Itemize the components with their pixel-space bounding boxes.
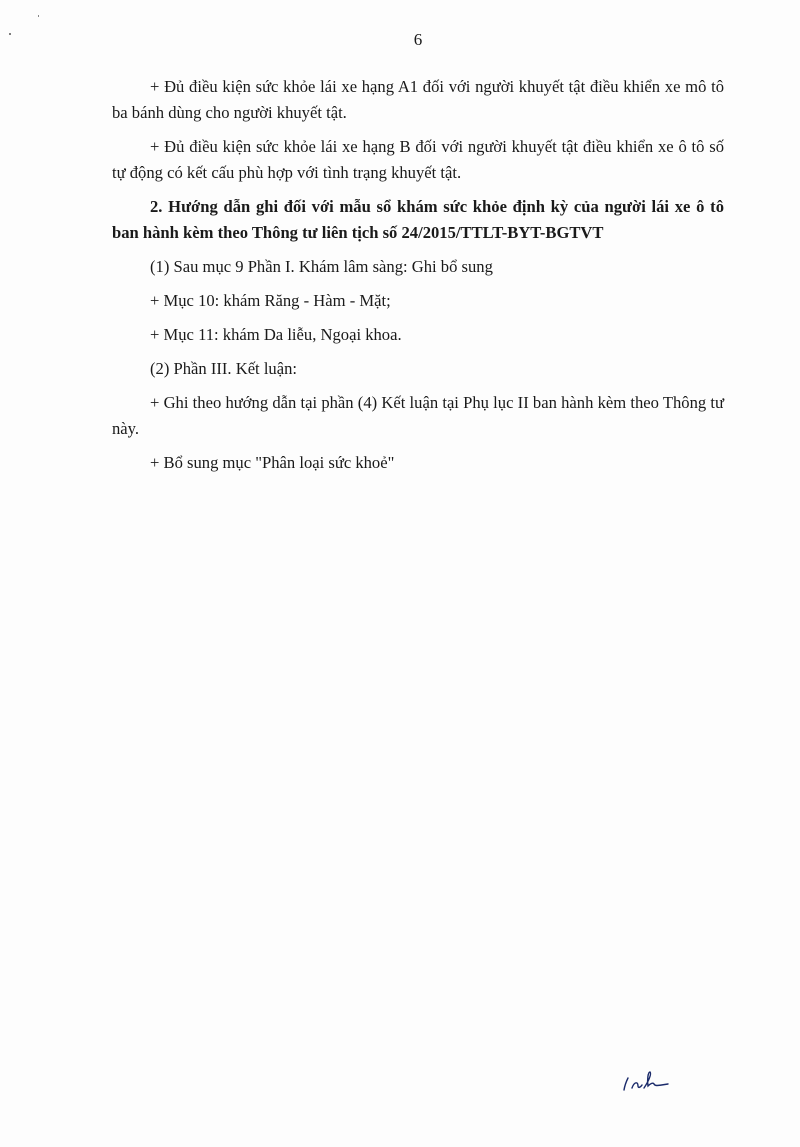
document-body [112, 74, 724, 484]
handwritten-initials-icon [620, 1068, 680, 1098]
paragraph-b-license: + Đủ điều kiện sức khỏe lái xe hạng B đối với người khuyết tật điều khiển xe ô tô số tự động có kết cấu phù hợp với tình trạng khuyết tật. [112, 137, 724, 182]
item-1-sub-10: + Mục 10: khám Răng - Hàm - Mặt; [150, 291, 391, 310]
item-2-sub-b: + Bổ sung mục "Phân loại sức khoẻ" [150, 453, 395, 472]
item-1: (1) Sau mục 9 Phần I. Khám lâm sàng: Ghi bổ sung [150, 257, 493, 276]
paragraph-a1-license: + Đủ điều kiện sức khỏe lái xe hạng A1 đối với người khuyết tật điều khiển xe mô tô ba bánh dùng cho người khuyết tật. [112, 77, 724, 122]
scan-speck [38, 15, 39, 17]
item-2-sub-a: + Ghi theo hướng dẫn tại phần (4) Kết luận tại Phụ lục II ban hành kèm theo Thông tư này. [112, 393, 724, 438]
item-2: (2) Phần III. Kết luận: [150, 359, 297, 378]
page-number: 6 [413, 30, 423, 49]
item-1-sub-11: + Mục 11: khám Da liễu, Ngoại khoa. [150, 325, 402, 344]
section-heading-2: 2. Hướng dẫn ghi đối với mẫu sổ khám sức khỏe định kỳ của người lái xe ô tô ban hành kèm theo Thông tư liên tịch số 24/2015/TTLT-BYT-BGTVT [112, 197, 724, 242]
